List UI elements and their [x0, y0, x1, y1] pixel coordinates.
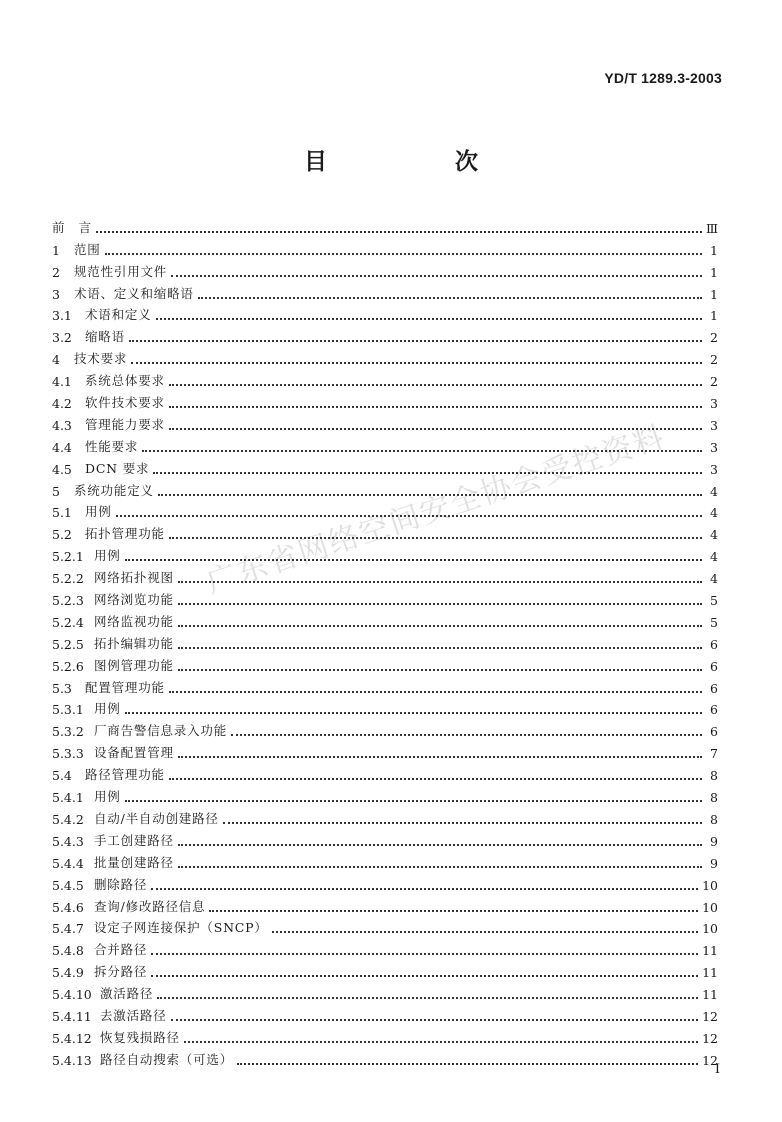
toc-entry-page: 3: [710, 461, 718, 477]
toc-entry-page: 8: [710, 768, 718, 784]
dot-leader: [272, 930, 698, 933]
toc-entry-page: 1: [710, 264, 718, 280]
dot-leader: [231, 733, 702, 736]
toc-entry[interactable]: [52, 739, 718, 761]
toc-entry[interactable]: [52, 236, 718, 258]
toc-entry-number: 5.2.4: [52, 614, 84, 630]
dot-leader: [131, 361, 702, 364]
toc-entry-page: 8: [710, 811, 718, 827]
toc-entry-page: 3: [710, 396, 718, 412]
dot-leader: [156, 317, 702, 320]
toc-entry-page: 10: [702, 921, 718, 937]
toc-entry[interactable]: [52, 433, 718, 455]
table-of-contents: [52, 214, 718, 1068]
dot-leader: [178, 602, 702, 605]
toc-entry-label: 配置管理功能: [85, 679, 165, 695]
watermark: 广东省网络空间安全协会受控资料: [202, 419, 670, 601]
dot-leader: [158, 493, 702, 496]
dot-leader: [184, 1040, 698, 1043]
toc-entry-label: 自动/半自动创建路径: [94, 810, 219, 826]
dot-leader: [142, 449, 702, 452]
toc-entry-label: 用例: [94, 789, 121, 805]
toc-entry-number: 4.1: [52, 374, 72, 390]
toc-entry-page: 12: [702, 1030, 718, 1046]
dot-leader: [169, 777, 702, 780]
toc-entry-number: 5.2.2: [52, 571, 84, 587]
toc-entry-label: 用例: [85, 504, 112, 520]
toc-entry-number: 5.4.12: [52, 1030, 92, 1046]
dot-leader: [129, 339, 702, 342]
toc-entry-page: 9: [710, 833, 718, 849]
toc-entry-number: 4.5: [52, 461, 72, 477]
toc-entry-number: 5.4.4: [52, 855, 84, 871]
dot-leader: [169, 383, 702, 386]
toc-entry-number: 5.4.2: [52, 811, 84, 827]
toc-entry-number: 5.4.10: [52, 987, 92, 1003]
toc-entry[interactable]: [52, 827, 718, 849]
toc-entry-label: 删除路径: [94, 876, 148, 892]
toc-entry-page: 3: [710, 439, 718, 455]
toc-entry-number: 3: [52, 286, 60, 302]
toc-entry-page: 10: [702, 899, 718, 915]
dot-leader: [169, 690, 702, 693]
toc-entry-number: 3.1: [52, 308, 72, 324]
toc-entry-page: 6: [710, 636, 718, 652]
toc-entry-label: 恢复残损路径: [100, 1029, 180, 1045]
dot-leader: [125, 558, 702, 561]
dot-leader: [169, 405, 702, 408]
toc-entry[interactable]: [52, 696, 718, 718]
toc-entry-number: 5.2.6: [52, 658, 84, 674]
toc-entry-label: 手工创建路径: [94, 832, 174, 848]
toc-entry-label: 网络拓扑视图: [94, 570, 174, 586]
dot-leader: [178, 668, 702, 671]
toc-entry-number: 5.4.9: [52, 965, 84, 981]
toc-entry-page: 10: [702, 877, 718, 893]
dot-leader: [169, 536, 702, 539]
toc-entry-number: 5.4.7: [52, 921, 84, 937]
toc-entry[interactable]: [52, 849, 718, 871]
toc-entry-number: 4.3: [52, 417, 72, 433]
toc-entry-label: 前 言: [52, 219, 92, 235]
toc-entry-page: 6: [710, 702, 718, 718]
toc-entry-label: 图例管理功能: [94, 657, 174, 673]
toc-entry[interactable]: [52, 280, 718, 302]
toc-entry[interactable]: [52, 893, 718, 915]
toc-entry[interactable]: [52, 323, 718, 345]
toc-entry-label: 拓扑编辑功能: [94, 635, 174, 651]
toc-entry-number: 5.4.6: [52, 899, 84, 915]
toc-entry[interactable]: [52, 871, 718, 893]
toc-entry[interactable]: [52, 499, 718, 521]
toc-entry[interactable]: [52, 805, 718, 827]
toc-entry-label: 设备配置管理: [94, 745, 174, 761]
toc-entry-label: DCN 要求: [85, 460, 150, 476]
toc-entry-page: 1: [710, 308, 718, 324]
toc-entry-number: 1: [52, 242, 60, 258]
toc-entry-page: 1: [710, 242, 718, 258]
toc-entry[interactable]: [52, 345, 718, 367]
toc-entry-label: 规范性引用文件: [74, 263, 168, 279]
toc-entry[interactable]: [52, 520, 718, 542]
toc-entry-page: 4: [710, 505, 718, 521]
toc-entry-label: 术语和定义: [85, 307, 152, 323]
toc-entry-page: 5: [710, 593, 718, 609]
toc-entry-page: 3: [710, 417, 718, 433]
toc-entry[interactable]: [52, 542, 718, 564]
toc-entry-page: 11: [702, 943, 718, 959]
toc-entry[interactable]: [52, 411, 718, 433]
toc-entry-page: 2: [710, 352, 718, 368]
toc-entry-number: 3.2: [52, 330, 72, 346]
toc-entry-number: 5.1: [52, 505, 72, 521]
toc-entry[interactable]: [52, 936, 718, 958]
toc-entry-page: 6: [710, 724, 718, 740]
toc-entry-label: 拆分路径: [94, 964, 148, 980]
dot-leader: [125, 711, 702, 714]
toc-entry-label: 设定子网连接保护（SNCP）: [94, 920, 268, 936]
toc-entry[interactable]: [52, 1024, 718, 1046]
toc-entry[interactable]: [52, 564, 718, 586]
toc-entry-page: 5: [710, 614, 718, 630]
toc-entry-number: 5.2.1: [52, 549, 84, 565]
toc-entry-page: 6: [710, 680, 718, 696]
dot-leader: [151, 974, 698, 977]
toc-entry-page: 7: [710, 746, 718, 762]
toc-entry[interactable]: [52, 674, 718, 696]
page-title: 目 次: [303, 149, 538, 175]
toc-entry-page: 2: [710, 374, 718, 390]
toc-entry-page: 4: [710, 571, 718, 587]
toc-entry[interactable]: [52, 455, 718, 477]
toc-entry-number: 2: [52, 264, 60, 280]
dot-leader: [178, 624, 702, 627]
toc-entry-number: 5.2: [52, 527, 72, 543]
toc-entry-page: 12: [702, 1052, 718, 1068]
toc-entry-number: 5.2.5: [52, 636, 84, 652]
toc-entry-page: 4: [710, 549, 718, 565]
toc-entry-number: 5.4.11: [52, 1008, 92, 1024]
dot-leader: [96, 230, 702, 233]
toc-entry-page: 12: [702, 1008, 718, 1024]
toc-entry-number: 5.4.5: [52, 877, 84, 893]
toc-entry[interactable]: [52, 1046, 718, 1068]
toc-entry[interactable]: [52, 302, 718, 324]
toc-entry-page: 6: [710, 658, 718, 674]
toc-entry-label: 路径自动搜索（可选）: [100, 1051, 234, 1067]
toc-entry[interactable]: [52, 586, 718, 608]
toc-entry-number: 5.2.3: [52, 593, 84, 609]
toc-entry[interactable]: [52, 214, 718, 236]
dot-leader: [237, 1062, 698, 1065]
dot-leader: [178, 843, 702, 846]
dot-leader: [178, 865, 702, 868]
toc-entry[interactable]: [52, 389, 718, 411]
toc-entry-page: 8: [710, 790, 718, 806]
toc-entry-number: 5.3.2: [52, 724, 84, 740]
dot-leader: [223, 821, 702, 824]
toc-entry-number: 5: [52, 483, 60, 499]
toc-entry[interactable]: [52, 477, 718, 499]
dot-leader: [178, 646, 702, 649]
toc-entry-label: 用例: [94, 548, 121, 564]
toc-entry-label: 系统总体要求: [85, 373, 165, 389]
toc-entry-number: 5.4.1: [52, 790, 84, 806]
dot-leader: [178, 580, 702, 583]
toc-entry[interactable]: [52, 783, 718, 805]
toc-entry-label: 合并路径: [94, 942, 148, 958]
toc-entry[interactable]: [52, 630, 718, 652]
toc-entry-page: 2: [710, 330, 718, 346]
toc-entry-number: 5.4.13: [52, 1052, 92, 1068]
footer-page-number: I: [714, 1062, 720, 1077]
toc-entry-page: Ⅲ: [705, 220, 718, 236]
toc-entry-page: 4: [710, 483, 718, 499]
toc-entry[interactable]: [52, 608, 718, 630]
toc-entry-number: 5.3.3: [52, 746, 84, 762]
toc-entry-label: 性能要求: [85, 438, 139, 454]
toc-entry-number: 5.4.8: [52, 943, 84, 959]
dot-leader: [169, 427, 702, 430]
toc-entry-label: 厂商告警信息录入功能: [94, 723, 228, 739]
dot-leader: [116, 514, 702, 517]
dot-leader: [178, 755, 702, 758]
toc-entry-number: 4.4: [52, 439, 72, 455]
toc-entry-label: 软件技术要求: [85, 395, 165, 411]
toc-entry-number: 5.4: [52, 768, 72, 784]
dot-leader: [171, 1018, 699, 1021]
toc-entry-page: 11: [702, 965, 718, 981]
toc-entry-label: 缩略语: [85, 329, 125, 345]
toc-entry-label: 系统功能定义: [74, 482, 154, 498]
toc-entry-label: 网络监视功能: [94, 613, 174, 629]
toc-entry-label: 管理能力要求: [85, 416, 165, 432]
toc-entry[interactable]: [52, 652, 718, 674]
dot-leader: [125, 799, 702, 802]
dot-leader: [151, 952, 698, 955]
toc-entry-label: 拓扑管理功能: [85, 526, 165, 542]
toc-entry-label: 激活路径: [100, 986, 154, 1002]
toc-entry[interactable]: [52, 717, 718, 739]
dot-leader: [105, 252, 702, 255]
toc-entry-label: 网络浏览功能: [94, 592, 174, 608]
toc-entry[interactable]: [52, 1002, 718, 1024]
toc-entry-label: 用例: [94, 701, 121, 717]
document-code: YD/T 1289.3-2003: [604, 70, 722, 86]
toc-entry-label: 去激活路径: [100, 1007, 167, 1023]
toc-entry[interactable]: [52, 915, 718, 937]
toc-entry-label: 范围: [74, 241, 101, 257]
dot-leader: [209, 909, 698, 912]
toc-entry-label: 技术要求: [74, 351, 128, 367]
toc-entry-number: 4: [52, 352, 60, 368]
toc-entry-label: 查询/修改路径信息: [94, 898, 206, 914]
toc-entry-page: 1: [710, 286, 718, 302]
toc-entry-number: 4.2: [52, 396, 72, 412]
toc-entry-number: 5.3.1: [52, 702, 84, 718]
toc-entry-label: 批量创建路径: [94, 854, 174, 870]
dot-leader: [151, 887, 698, 890]
toc-entry-label: 术语、定义和缩略语: [74, 285, 194, 301]
toc-entry[interactable]: [52, 761, 718, 783]
dot-leader: [157, 996, 698, 999]
dot-leader: [198, 296, 702, 299]
toc-entry[interactable]: [52, 367, 718, 389]
toc-entry[interactable]: [52, 958, 718, 980]
toc-entry-page: 9: [710, 855, 718, 871]
toc-entry[interactable]: [52, 980, 718, 1002]
toc-entry-number: 5.3: [52, 680, 72, 696]
dot-leader: [171, 274, 702, 277]
toc-entry-page: 11: [702, 987, 718, 1003]
toc-entry-number: 5.4.3: [52, 833, 84, 849]
toc-entry[interactable]: [52, 258, 718, 280]
toc-entry-label: 路径管理功能: [85, 767, 165, 783]
dot-leader: [153, 471, 702, 474]
toc-entry-page: 4: [710, 527, 718, 543]
